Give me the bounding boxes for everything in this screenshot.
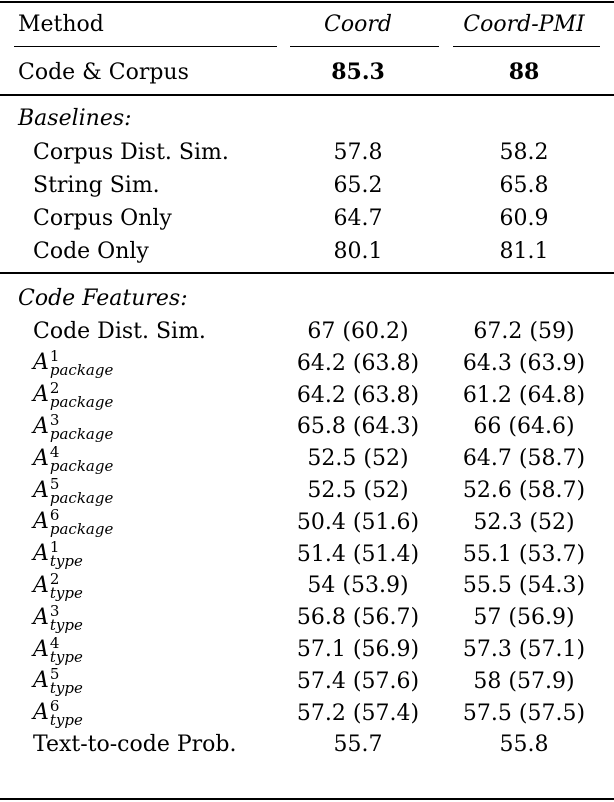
table-row — [0, 729, 614, 760]
math-base: A — [33, 700, 49, 726]
math-base: A — [33, 350, 49, 376]
math-base: A — [33, 382, 49, 408]
row-label — [33, 411, 113, 442]
math-scripts — [49, 569, 83, 602]
cell-coord: 57.8 — [333, 140, 383, 165]
table-row — [0, 202, 614, 235]
row-label — [33, 348, 113, 379]
header-row — [0, 8, 614, 41]
math-base: A — [33, 572, 49, 598]
cmidrule-coord-pmi — [453, 46, 600, 47]
cmidrule-coord — [290, 46, 439, 47]
math-scripts — [49, 665, 83, 698]
table-row — [0, 666, 614, 697]
header-method: Method — [18, 12, 104, 37]
math-superscript: 3 — [49, 601, 60, 620]
cell-coord: 50.4 (51.6) — [296, 509, 420, 535]
main-row-label: Code & Corpus — [18, 60, 189, 85]
main-row — [0, 56, 614, 89]
math-scripts — [49, 379, 114, 412]
table-row — [0, 634, 614, 665]
row-label — [33, 698, 83, 729]
cell-coord: 65.2 — [333, 173, 383, 198]
math-subscript: package — [49, 424, 114, 443]
bottom-rule — [0, 798, 614, 800]
table-row — [0, 169, 614, 202]
row-label — [33, 443, 113, 474]
math-label — [33, 602, 83, 633]
cell-coord: 64.7 — [333, 206, 383, 231]
math-subscript: type — [49, 647, 83, 666]
math-subscript: package — [49, 488, 114, 507]
cmidrule-method — [14, 46, 277, 47]
row-label — [33, 539, 83, 570]
cell-coord-pmi: 57 (56.9) — [473, 605, 575, 631]
cell-coord: 51.4 (51.4) — [296, 541, 420, 567]
cell-coord: 52.5 (52) — [307, 446, 409, 472]
math-scripts — [49, 506, 114, 539]
math-superscript: 5 — [49, 665, 60, 684]
math-superscript: 5 — [49, 474, 60, 493]
row-label — [33, 380, 113, 411]
row-label — [33, 602, 83, 633]
cell-coord-pmi: 67.2 (59) — [473, 319, 575, 344]
math-superscript: 6 — [49, 506, 60, 525]
section-title-text: Code Features: — [18, 286, 188, 311]
header-coord-pmi: Coord-PMI — [463, 12, 585, 37]
math-scripts — [49, 633, 83, 666]
row-label — [33, 507, 113, 538]
math-label — [33, 411, 113, 442]
table-row — [0, 411, 614, 442]
table-row — [0, 570, 614, 601]
row-label — [33, 634, 83, 665]
math-base: A — [33, 541, 49, 567]
cell-coord: 57.1 (56.9) — [296, 637, 420, 662]
math-base: A — [33, 445, 49, 471]
math-label — [33, 475, 113, 506]
math-label — [33, 348, 113, 379]
math-label — [33, 666, 83, 697]
math-superscript: 4 — [49, 633, 60, 652]
math-base: A — [33, 477, 49, 503]
section-title — [0, 102, 614, 135]
row-label: Corpus Only — [33, 206, 172, 231]
row-label — [33, 570, 83, 601]
math-superscript: 4 — [49, 442, 60, 461]
math-superscript: 2 — [49, 379, 60, 398]
cell-coord-pmi: 58.2 — [499, 140, 549, 165]
cell-coord: 55.7 — [333, 732, 383, 758]
math-base: A — [33, 604, 49, 630]
math-scripts — [49, 410, 114, 443]
math-subscript: package — [49, 456, 114, 475]
cell-coord-pmi: 58 (57.9) — [473, 668, 575, 694]
math-scripts — [49, 538, 83, 571]
cell-coord-pmi: 65.8 — [499, 173, 549, 198]
cell-coord-pmi: 64.7 (58.7) — [462, 446, 586, 472]
math-scripts — [49, 347, 114, 380]
row-label: Text-to-code Prob. — [33, 732, 237, 758]
math-subscript: package — [49, 520, 114, 539]
cell-coord: 56.8 (56.7) — [296, 605, 420, 631]
cell-coord: 57.4 (57.6) — [296, 668, 420, 694]
math-subscript: type — [49, 679, 83, 698]
table-row — [0, 602, 614, 633]
math-subscript: type — [49, 583, 83, 602]
cell-coord-pmi: 52.3 (52) — [473, 509, 575, 535]
table-row — [0, 380, 614, 411]
cell-coord-pmi: 55.1 (53.7) — [462, 541, 586, 567]
math-label — [33, 634, 83, 665]
math-base: A — [33, 509, 49, 535]
math-superscript: 1 — [49, 538, 60, 557]
math-superscript: 2 — [49, 569, 60, 588]
math-scripts — [49, 474, 114, 507]
math-base: A — [33, 636, 49, 662]
cell-coord: 65.8 (64.3) — [296, 414, 420, 440]
cell-coord-pmi: 60.9 — [499, 206, 549, 231]
math-label — [33, 443, 113, 474]
math-label — [33, 507, 113, 538]
table-row — [0, 698, 614, 729]
cell-coord-pmi: 57.3 (57.1) — [462, 637, 586, 662]
math-label — [33, 570, 83, 601]
cell-coord: 64.2 (63.8) — [296, 350, 420, 376]
table-row — [0, 348, 614, 379]
table-row — [0, 443, 614, 474]
table-row — [0, 475, 614, 506]
cell-coord-pmi: 52.6 (58.7) — [462, 478, 586, 503]
cell-coord-pmi: 66 (64.6) — [473, 414, 575, 440]
section-title-text: Baselines: — [18, 106, 132, 131]
math-label — [33, 698, 83, 729]
math-scripts — [49, 601, 83, 634]
row-label: Code Only — [33, 239, 149, 264]
mid-rule-2 — [0, 272, 614, 274]
cell-coord-pmi: 61.2 (64.8) — [462, 382, 586, 408]
math-base: A — [33, 413, 49, 439]
math-label — [33, 380, 113, 411]
math-subscript: type — [49, 615, 83, 634]
cell-coord: 67 (60.2) — [307, 319, 409, 344]
cell-coord: 57.2 (57.4) — [296, 700, 420, 726]
row-label: Code Dist. Sim. — [33, 319, 206, 344]
header-coord: Coord — [324, 12, 392, 37]
math-superscript: 6 — [49, 697, 60, 716]
math-scripts — [49, 697, 83, 730]
section-title — [0, 282, 614, 315]
main-row-coord: 85.3 — [331, 59, 385, 85]
math-subscript: package — [49, 393, 114, 412]
main-row-coord-pmi: 88 — [508, 59, 540, 85]
top-rule — [0, 1, 614, 3]
mid-rule-1 — [0, 94, 614, 96]
math-label — [33, 539, 83, 570]
cell-coord-pmi: 81.1 — [499, 239, 549, 264]
cell-coord: 80.1 — [333, 239, 383, 264]
cell-coord: 52.5 (52) — [307, 478, 409, 503]
cell-coord-pmi: 64.3 (63.9) — [462, 350, 586, 376]
math-subscript: type — [49, 552, 83, 571]
table-row — [0, 507, 614, 538]
cell-coord: 64.2 (63.8) — [296, 382, 420, 408]
table-row — [0, 539, 614, 570]
cell-coord-pmi: 55.5 (54.3) — [462, 573, 586, 599]
row-label: Corpus Dist. Sim. — [33, 140, 229, 165]
row-label — [33, 666, 83, 697]
table-row — [0, 136, 614, 169]
cell-coord-pmi: 57.5 (57.5) — [462, 700, 586, 726]
row-label: String Sim. — [33, 173, 160, 198]
table-row — [0, 235, 614, 268]
cell-coord-pmi: 55.8 — [499, 732, 549, 758]
math-superscript: 3 — [49, 410, 60, 429]
table-row — [0, 316, 614, 347]
cell-coord: 54 (53.9) — [307, 573, 409, 599]
math-superscript: 1 — [49, 347, 60, 366]
math-subscript: type — [49, 711, 83, 730]
math-scripts — [49, 442, 114, 475]
row-label — [33, 475, 113, 506]
math-subscript: package — [49, 361, 114, 380]
math-base: A — [33, 668, 49, 694]
